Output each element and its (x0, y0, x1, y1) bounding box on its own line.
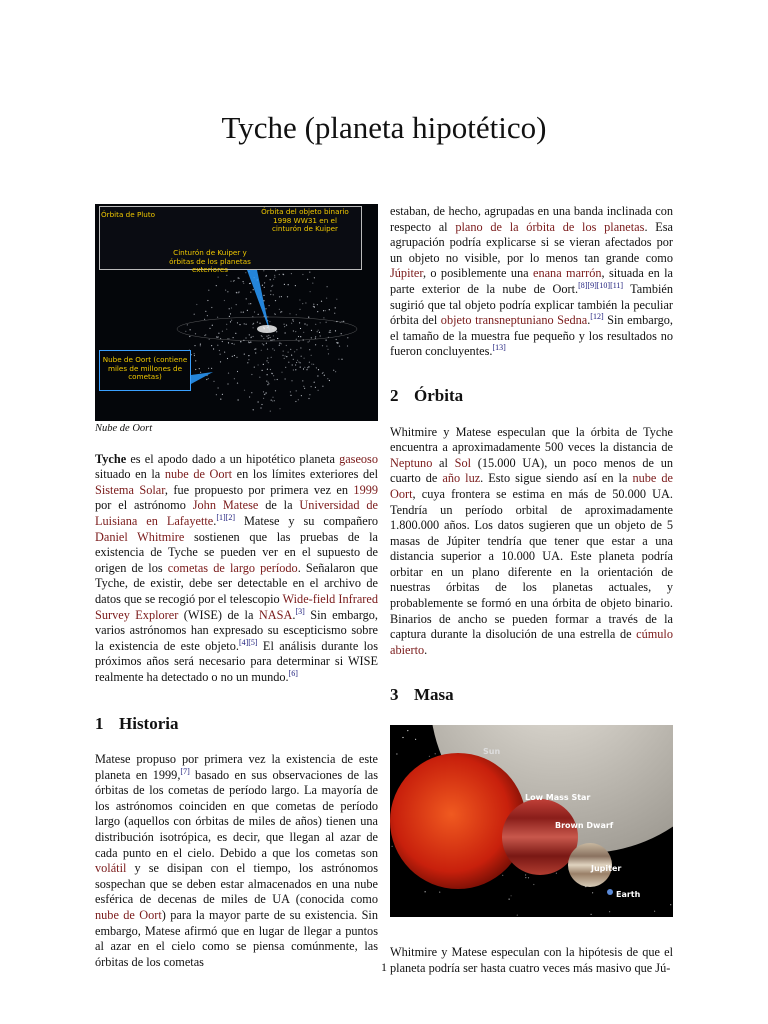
page-number: 1 (381, 960, 387, 974)
ref-link[interactable]: [4][5] (238, 637, 258, 647)
section-heading-historia: 1 Historia (95, 713, 179, 733)
historia-continued-paragraph: estaban, de hecho, agrupadas en una banda inclinada con respecto al plano de la órbita de los planetas. Esa agrupación podría explicarse si se vieran afectados por un objeto no visible, por lo menos tan grande como Júpiter, o posiblemente una enana marrón, situada en la parte exterior de la nube de Oort.[8][9][10][11] También sugirió que tal objeto podría explicar también la peculiar órbita del objeto transneptuniano Sedna.[12] Sin embargo, el tamaño de la muestra fue pequeño y los resultados no fueron concluyentes.[13] (390, 204, 674, 359)
link-cumulo-abierto[interactable]: cúmulo abierto (390, 627, 673, 657)
subject-name: Tyche (95, 451, 127, 466)
link-gaseoso[interactable]: gaseoso (339, 451, 378, 466)
link-1999[interactable]: 1999 (353, 482, 379, 497)
link-wise[interactable]: Wide-field Infrared Survey Explorer (95, 591, 379, 622)
page-title: Tyche (planeta hipotético) (221, 110, 547, 145)
link-jupiter[interactable]: Júpiter (390, 266, 423, 281)
binary-orbit-label: Órbita del objeto binario 1998 WW31 en el cinturón de Kuiper (261, 207, 349, 233)
link-nasa[interactable]: NASA (258, 607, 293, 622)
link-ano-luz[interactable]: año luz (442, 471, 481, 486)
orbita-paragraph: Whitmire y Matese especulan que la órbita de Tyche encuentra a aproximadamente 500 veces la distancia de Neptuno al Sol (15.000 UA), un poco menos de un cuarto de año luz. Esto sigue siendo así en la nube de Oort, cuya frontera se estima en más de 50.000 UA. Tendría un período orbital de aproximadamente 1.800.000 años. Los datos sugieren que un objeto de 5 masas de Júpiter tendría que tener que estar a una distancia superior a 10.000 UA. Este planeta podría orbitar en un plano diferente en la orientación de nuestras órbitas de los planetas actuales, y probablemente se formó en una órbita de objeto binario. Binarios de ancho se pueden formar a través de la captura durante la disolución de una estrella de cúmulo abierto. (390, 424, 673, 657)
link-volatil[interactable]: volátil (95, 861, 127, 876)
earth-label: Earth (616, 890, 641, 900)
ref-link[interactable]: [8][9][10][11] (578, 280, 624, 290)
link-cometas-largo-periodo[interactable]: cometas de largo período (167, 560, 298, 575)
link-universidad-luisiana[interactable]: Universidad de Luisiana en Lafayette (95, 498, 378, 528)
link-enana-marron[interactable]: enana marrón (532, 266, 602, 281)
intro-paragraph: Tyche es el apodo dado a un hipotético planeta gaseoso situado en la nube de Oort en los límites exteriores del Sistema Solar, fue propuesto por primera vez en 1999 por el astrónomo John Matese de la Universidad de Luisiana en Lafayette.[1][2] Matese y su compañero Daniel Whitmire sostienen que las pruebas de la existencia de Tyche se pueden ver en el supuesto de origen de los cometas de largo período. Señalaron que Tyche, de existir, debe ser detectable en el archivo de datos que se recogió por el telescopio Wide-field Infrared Survey Explorer (WISE) de la NASA.[3] Sin embargo, varios astrónomos han expresado su escepticismo sobre la existencia de este objeto.[4][5] El análisis durante los próximos años será necesario para determinar si WISE realmente ha detectado o no un mundo.[6] (95, 451, 379, 684)
link-plano-orbita[interactable]: plano de la órbita de los planetas (455, 219, 645, 234)
kuiper-label: Cinturón de Kuiper y órbitas de los planetas exteriores (169, 248, 251, 274)
link-john-matese[interactable]: John Matese (192, 498, 259, 513)
oort-cloud-figure (95, 204, 378, 421)
figure-caption: Nube de Oort (95, 423, 153, 434)
link-sol[interactable]: Sol (454, 455, 472, 470)
right-column (390, 204, 673, 976)
ref-link[interactable]: [13] (492, 343, 506, 353)
link-sedna[interactable]: objeto transneptuniano Sedna (440, 313, 588, 328)
ref-link[interactable]: [6] (288, 668, 298, 678)
link-nube-de-oort[interactable]: nube de Oort (95, 908, 162, 923)
left-column (95, 204, 378, 970)
section-heading-masa: 3 Masa (390, 685, 454, 705)
section-heading-orbita: 2 Órbita (390, 385, 464, 405)
oort-cloud-label: Nube de Oort (contiene miles de millones de cometas) (102, 355, 188, 381)
link-nube-de-oort[interactable]: nube de Oort (390, 471, 673, 501)
link-neptuno[interactable]: Neptuno (390, 455, 433, 470)
brown-dwarf-label: Brown Dwarf (555, 821, 614, 831)
mass-comparison-figure (390, 725, 673, 917)
ref-link[interactable]: [12] (590, 312, 604, 322)
link-nube-de-oort[interactable]: nube de Oort (164, 467, 233, 482)
link-sistema-solar[interactable]: Sistema Solar (95, 482, 165, 497)
low-mass-star-label: Low Mass Star (525, 793, 591, 803)
ref-link[interactable]: [1][2] (216, 512, 235, 522)
ref-link[interactable]: [3] (295, 606, 305, 616)
jupiter-label: Jupiter (591, 864, 622, 874)
link-daniel-whitmire[interactable]: Daniel Whitmire (95, 529, 185, 544)
historia-paragraph: Matese propuso por primera vez la existencia de este planeta en 1999,[7] basado en sus observaciones de las órbitas de los cometas de período largo. La mayoría de los astrónomos coinciden en que cometas de período largo (aquellos con órbitas de miles de años) tienen una distribución isotrópica, es decir, que llegan al azar de cada punto en el cielo. Debido a que los cometas son volátil y se disipan con el tiempo, los astrónomos sospechan que se deben estar almacenados en una nube esférica de decenas de miles de UA (conocida como nube de Oort) para la mayor parte de su existencia. Sin embargo, Matese afirmó que en lugar de llegar a puntos al azar en el cielo como se piensa comúnmente, las órbitas de los cometas (95, 752, 378, 969)
sun-label: Sun (483, 747, 501, 757)
ref-link[interactable]: [7] (180, 766, 190, 776)
pluto-orbit-label: Órbita de Pluto (101, 210, 156, 219)
masa-paragraph: Whitmire y Matese especulan con la hipótesis de que el planeta podría ser hasta cuatro veces más masivo que Jú- (390, 945, 673, 975)
